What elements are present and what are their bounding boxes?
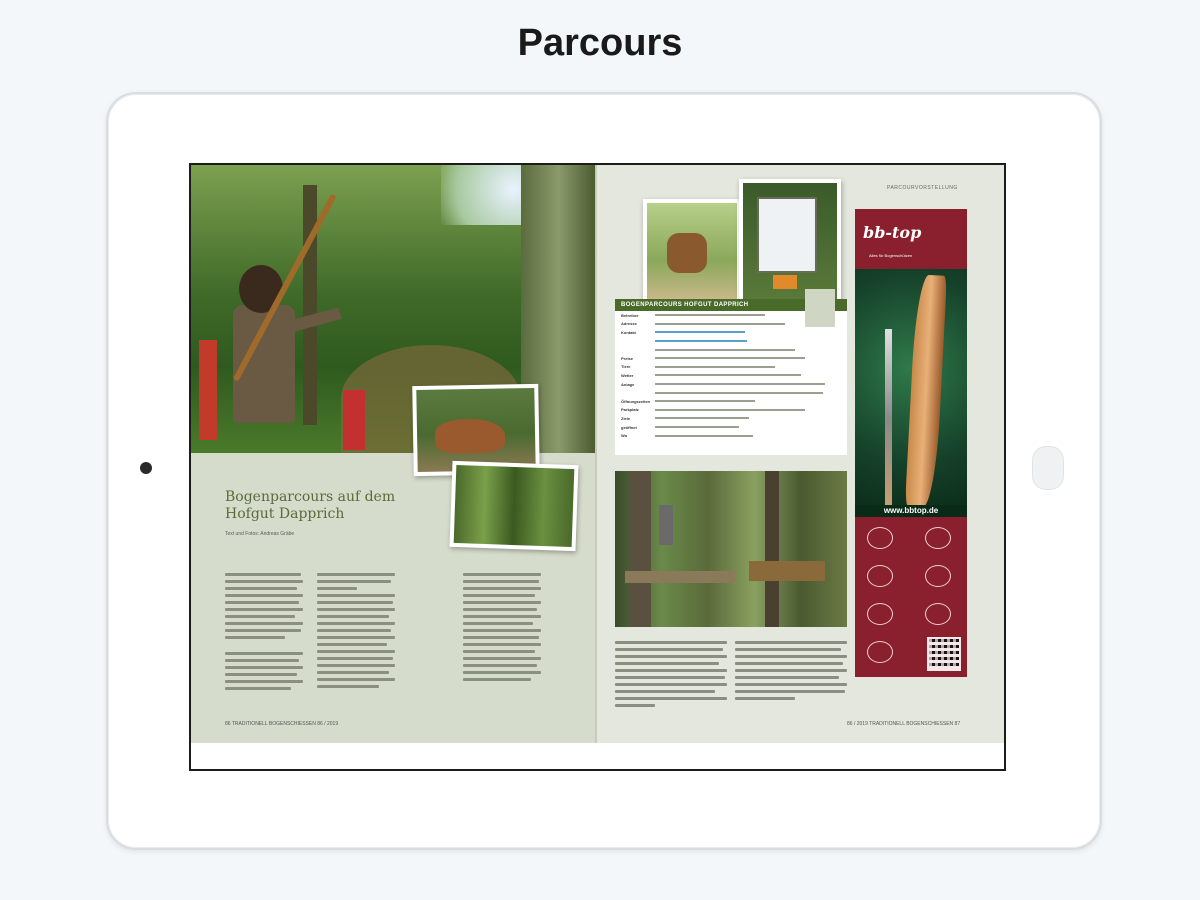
home-button[interactable] <box>1032 446 1064 490</box>
germany-map-icon <box>805 289 835 327</box>
left-page[interactable] <box>191 165 596 769</box>
text-column-1 <box>225 573 303 694</box>
text-column-3 <box>463 573 541 685</box>
ad-url-link[interactable]: www.bbtop.de <box>855 505 967 517</box>
ad-header <box>855 209 967 267</box>
ad-logo: bb-top <box>863 223 922 242</box>
parcours-info-box: BOGENPARCOURS HOFGUT DAPPRICH Betreiber Adresse Kontakt Preise Tiere Wetter Anlage Öffnungszeiten Parkplatz Ziele geöffnet Wo <box>615 299 847 455</box>
brand-logo-6 <box>925 603 951 627</box>
right-page-header: PARCOURVORSTELLUNG <box>887 185 958 191</box>
brand-logo-1 <box>867 527 893 551</box>
brand-logo-3 <box>867 565 893 589</box>
brand-logo-4 <box>925 565 951 589</box>
tablet-camera <box>140 462 152 474</box>
ad-brand-logos <box>855 519 967 677</box>
ad-tagline: Alles für Bogenschützen <box>869 253 913 258</box>
article-byline: Text und Fotos: Andreas Gräbe <box>225 531 295 537</box>
right-page-footer: 86 / 2019 TRADITIONELL BOGENSCHIESSEN 87 <box>847 721 961 727</box>
qr-code[interactable] <box>927 637 961 671</box>
left-page-footer: 86 TRADITIONELL BOGENSCHIESSEN 86 / 2019 <box>225 721 339 727</box>
text-column-4 <box>615 641 727 711</box>
parcours-stand-photo <box>615 471 847 627</box>
article-title: Bogenparcours auf dem Hofgut Dapprich <box>225 489 396 522</box>
text-column-2 <box>317 573 395 692</box>
ad-bow-image <box>855 269 967 517</box>
bbtop-advertisement[interactable] <box>855 209 967 677</box>
page-title: Parcours <box>517 22 683 64</box>
magazine-spread[interactable] <box>189 163 1006 771</box>
info-box-title: BOGENPARCOURS HOFGUT DAPPRICH <box>615 299 847 311</box>
page-bottom-margin <box>191 743 1004 769</box>
text-column-5 <box>735 641 847 704</box>
deer-target-photo <box>643 199 741 303</box>
brand-logo-5 <box>867 603 893 627</box>
right-page[interactable] <box>597 165 1004 769</box>
forest-photo <box>450 461 579 551</box>
info-sign-photo <box>739 179 841 305</box>
brand-logo-2 <box>925 527 951 551</box>
brand-logo-7 <box>867 641 893 665</box>
